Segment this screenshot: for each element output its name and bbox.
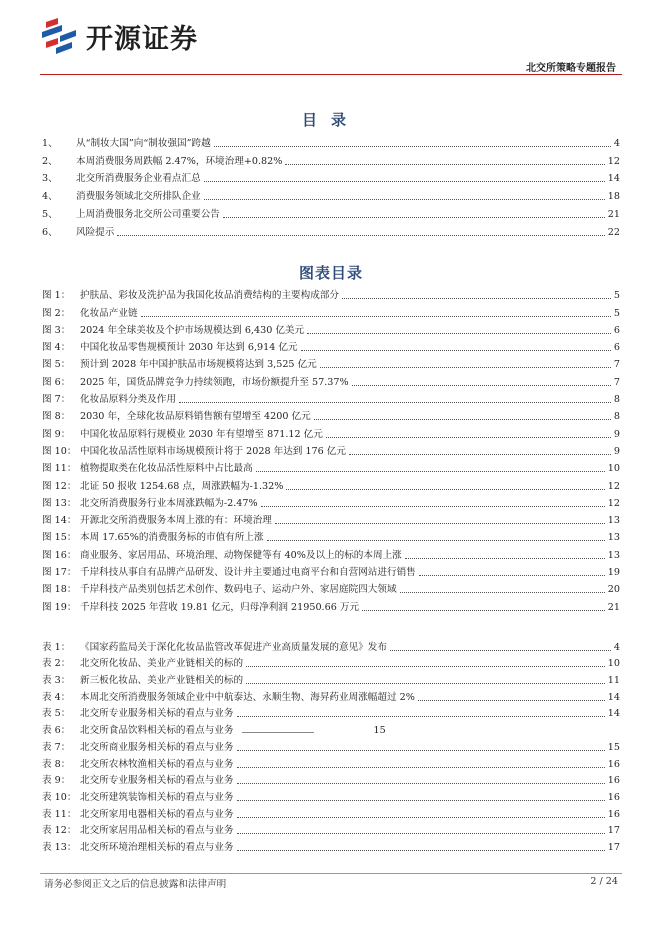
figure-item[interactable]: 图 17： 千岸科技从事自有品牌产品研发、设计并主要通过电商平台和自营网站进行销售 19 — [42, 567, 620, 579]
figure-item[interactable]: 图 8： 2030 年，全球化妆品原料销售额有望增至 4200 亿元 8 — [42, 411, 620, 423]
leader-dots — [405, 558, 605, 559]
toc-item[interactable]: 2、 本周消费服务周跌幅 2.47%，环境治理+0.82% 12 — [42, 155, 620, 167]
footer-divider — [40, 873, 622, 874]
leader-dots — [204, 199, 605, 200]
leader-dots — [223, 217, 605, 218]
figure-item[interactable]: 图 10： 中国化妆品活性原料市场规模预计将于 2028 年达到 176 亿元 9 — [42, 445, 620, 457]
page-indicator: 2 / 24 — [590, 876, 618, 887]
leader-dots — [301, 350, 611, 351]
figure-item[interactable]: 图 9： 中国化妆品原料行规模业 2030 年有望增至 871.12 亿元 9 — [42, 428, 620, 440]
leader-dots — [237, 750, 605, 751]
figure-item[interactable]: 图 14： 开源北交所消费服务本周上涨的有：环境治理 13 — [42, 515, 620, 527]
leader-dots — [349, 454, 611, 455]
leader-dots — [117, 235, 604, 236]
leader-dots — [400, 592, 605, 593]
leader-dots — [237, 817, 605, 818]
leader-dots — [275, 523, 605, 524]
toc-item[interactable]: 3、 北交所消费服务企业看点汇总 14 — [42, 173, 620, 185]
figure-item[interactable]: 图 7： 化妆品原料分类及作用 8 — [42, 394, 620, 406]
leader-dots — [237, 716, 605, 717]
toc-item[interactable]: 4、 消费服务领域北交所排队企业 18 — [42, 191, 620, 203]
company-name: 开源证券 — [86, 23, 198, 55]
header-divider — [40, 74, 622, 75]
leader-dots — [285, 164, 604, 165]
leader-dots — [204, 181, 605, 182]
table-item[interactable]: 表 4： 本周北交所消费服务领域企业中中航泰达、永顺生物、海昇药业周涨幅超过 2% 14 — [42, 691, 620, 703]
leader-dots — [390, 650, 611, 651]
leader-dots — [419, 575, 605, 576]
figure-item[interactable]: 图 4： 中国化妆品零售规模预计 2030 年达到 6,914 亿元 6 — [42, 342, 620, 354]
figure-item[interactable]: 图 5： 预计到 2028 年中国护肤品市场规模将达到 3,525 亿元 7 — [42, 359, 620, 371]
leader-dots — [267, 540, 605, 541]
table-item[interactable]: 表 5： 北交所专业服务相关标的看点与业务 14 — [42, 708, 620, 720]
table-list — [42, 636, 620, 853]
toc-title: 目录 — [301, 111, 360, 129]
figure-item[interactable]: 图 3： 2024 年全球美妆及个护市场规模达到 6,430 亿美元 6 — [42, 324, 620, 336]
table-item[interactable]: 表 13： 北交所环境治理相关标的看点与业务 17 — [42, 841, 620, 853]
leader-dots — [214, 146, 611, 147]
figure-item[interactable]: 图 6： 2025 年，国货品牌竞争力持续领跑，市场份额提升至 57.37% 7 — [42, 376, 620, 388]
leader-dots — [237, 783, 605, 784]
table-item[interactable]: 表 1： 《国家药监局关于深化化妆品监管改革促进产业高质量发展的意见》发布 4 — [42, 641, 620, 653]
figure-item[interactable]: 图 16： 商业服务、家居用品、环境治理、动物保健等有 40%及以上的标的本周上涨 13 — [42, 549, 620, 561]
figure-item[interactable]: 图 11： 植物提取类在化妆品活性原料中占比最高 10 — [42, 463, 620, 475]
leader-dots — [326, 437, 611, 438]
table-item[interactable]: 表 12： 北交所家居用品相关标的看点与业务 17 — [42, 825, 620, 837]
leader-dots — [237, 850, 605, 851]
figure-list-title: 图表目录 — [298, 264, 363, 282]
figure-item[interactable]: 图 2： 化妆品产业链 5 — [42, 307, 620, 319]
footer-disclaimer: 请务必参阅正文之后的信息披露和法律声明 — [44, 879, 227, 890]
table-item[interactable]: 表 10： 北交所建筑装饰相关标的看点与业务 16 — [42, 791, 620, 803]
leader-dots — [246, 683, 605, 684]
table-item[interactable]: 表 7： 北交所商业服务相关标的看点与业务 15 — [42, 741, 620, 753]
leader-dots — [362, 610, 605, 611]
leader-dots — [246, 666, 605, 667]
figure-item[interactable]: 图 18： 千岸科技产品类别包括艺术创作、数码电子、运动户外、家居庭院四大领域 20 — [42, 584, 620, 596]
table-item[interactable]: 表 6： 北交所食品饮料相关标的看点与业务 15 — [42, 725, 386, 737]
leader-dots — [320, 367, 611, 368]
logo-mark-icon — [40, 18, 80, 54]
figure-item[interactable]: 图 15： 本周 17.65%的消费服务标的市值有所上涨 13 — [42, 532, 620, 544]
leader-dots — [342, 298, 611, 299]
leader-dots — [418, 700, 605, 701]
leader-dots — [237, 833, 605, 834]
leader-line — [242, 732, 314, 733]
toc-list — [42, 131, 620, 238]
toc-item[interactable]: 5、 上周消费服务北交所公司重要公告 21 — [42, 208, 620, 220]
figure-item[interactable]: 图 13： 北交所消费服务行业本周涨跌幅为-2.47% 12 — [42, 497, 620, 509]
table-item[interactable]: 表 2： 北交所化妆品、美业产业链相关的标的 10 — [42, 658, 620, 670]
figure-list — [42, 284, 620, 613]
figure-item[interactable]: 图 19： 千岸科技 2025 年营收 19.81 亿元，归母净利润 21950.66 万元 21 — [42, 601, 620, 613]
leader-dots — [179, 402, 611, 403]
leader-dots — [141, 316, 611, 317]
toc-item[interactable]: 6、 风险提示 22 — [42, 226, 620, 238]
table-item[interactable]: 表 11： 北交所家用电器相关标的看点与业务 16 — [42, 808, 620, 820]
company-logo — [40, 16, 198, 56]
report-type-label: 北交所策略专题报告 — [526, 63, 616, 74]
figure-item[interactable]: 图 1： 护肤品、彩妆及洗护品为我国化妆品消费结构的主要构成部分 5 — [42, 290, 620, 302]
leader-dots — [237, 800, 605, 801]
leader-dots — [261, 506, 605, 507]
table-item[interactable]: 表 8： 北交所农林牧渔相关标的看点与业务 16 — [42, 758, 620, 770]
leader-dots — [256, 471, 605, 472]
toc-item[interactable]: 1、 从“制妆大国”向“制妆强国”跨越 4 — [42, 137, 620, 149]
leader-dots — [307, 333, 611, 334]
table-item[interactable]: 表 9： 北交所专业服务相关标的看点与业务 16 — [42, 775, 620, 787]
leader-dots — [286, 489, 604, 490]
leader-dots — [237, 767, 605, 768]
leader-dots — [314, 419, 611, 420]
table-item[interactable]: 表 3： 新三板化妆品、美业产业链相关的标的 11 — [42, 675, 620, 687]
figure-item[interactable]: 图 12： 北证 50 报收 1254.68 点，周涨跌幅为-1.32% 12 — [42, 480, 620, 492]
leader-dots — [352, 385, 611, 386]
